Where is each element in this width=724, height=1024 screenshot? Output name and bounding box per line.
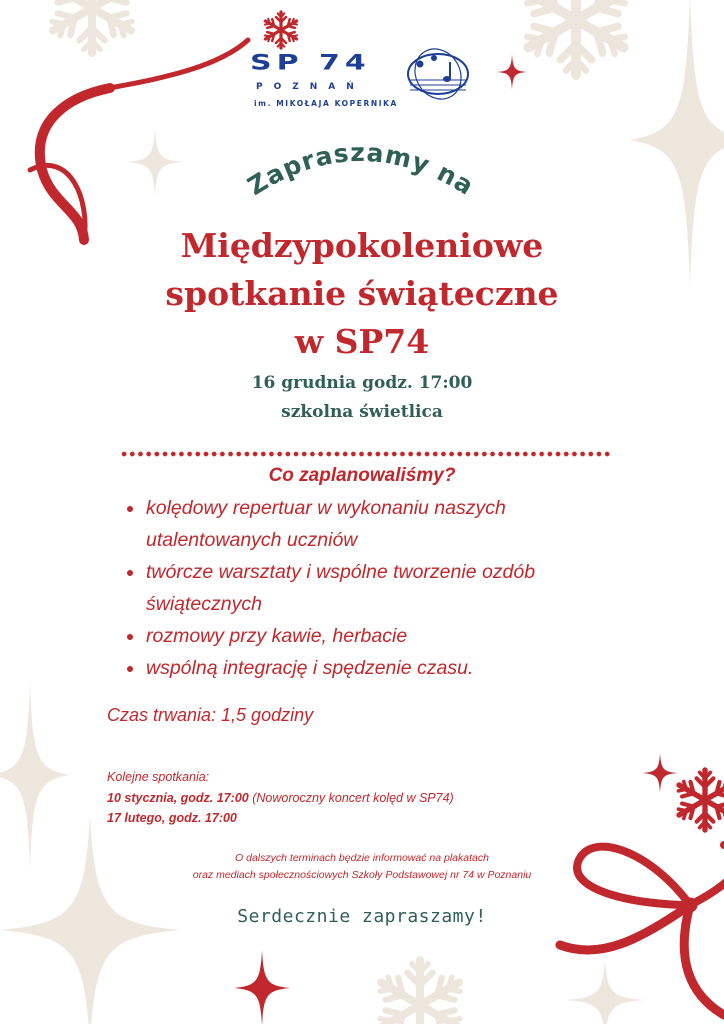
logo-patron: im. MIKOŁAJA KOPERNIKA	[254, 99, 398, 108]
plan-heading: Co zaplanowaliśmy?	[268, 465, 456, 486]
sparkle-icon	[0, 680, 70, 870]
plan-item-line: twórcze warsztaty i wspólne tworzenie ozdób	[146, 561, 536, 583]
sparkle-icon	[642, 753, 678, 793]
invite-text: Zapraszamy na	[242, 137, 480, 202]
plan-item-line: rozmowy przy kawie, herbacie	[146, 625, 408, 647]
event-when	[0, 369, 724, 427]
dotted-divider	[120, 451, 610, 457]
next-meeting	[107, 808, 454, 829]
plan-list	[120, 492, 590, 684]
event-title-line: spotkanie świąteczne	[165, 274, 559, 313]
sparkle-icon	[565, 960, 645, 1024]
event-date-time: 16 grudnia godz. 17:00	[251, 373, 473, 393]
next-meetings	[107, 767, 454, 829]
plan-item	[120, 652, 590, 684]
event-title-line: w SP74	[294, 322, 430, 361]
plan-item-line: świątecznych	[146, 593, 262, 615]
snowflake-icon	[675, 770, 724, 830]
logo-city: POZNAŃ	[256, 82, 365, 92]
sparkle-icon	[234, 950, 290, 1024]
next-meeting-date: 17 lutego, godz. 17:00	[107, 811, 237, 825]
snowflake-icon	[375, 960, 466, 1024]
plan-item-line: utalentowanych uczniów	[146, 529, 358, 551]
next-meeting-note: (Noworoczny koncert kolęd w SP74)	[252, 790, 454, 805]
info-line: O dalszych terminach będzie informować na plakatach	[235, 852, 489, 864]
event-title-line: Międzypokoleniowe	[180, 226, 544, 265]
next-meeting-date: 10 stycznia, godz. 17:00	[107, 790, 249, 805]
plan-item-line: kolędowy repertuar w wykonaniu naszych	[146, 497, 506, 519]
info-note	[0, 850, 724, 884]
plan-item	[120, 492, 590, 556]
next-meeting	[107, 788, 454, 809]
event-title	[0, 222, 724, 366]
plan-item-line: wspólną integrację i spędzenie czasu.	[146, 657, 474, 679]
next-meetings-label: Kolejne spotkania:	[107, 770, 210, 784]
event-place: szkolna świetlica	[281, 402, 443, 422]
closing-text: Serdecznie zapraszamy!	[237, 906, 487, 927]
duration-text: Czas trwania: 1,5 godziny	[107, 705, 314, 725]
logo-name: SP 74	[250, 49, 371, 76]
svg-text:Zapraszamy na	[243, 138, 480, 201]
info-line: oraz mediach społecznościowych Szkoły Podstawowej nr 74 w Poznaniu	[192, 869, 532, 881]
plan-item	[120, 556, 590, 620]
invite-curve	[0, 0, 724, 260]
plan-item	[120, 620, 590, 652]
